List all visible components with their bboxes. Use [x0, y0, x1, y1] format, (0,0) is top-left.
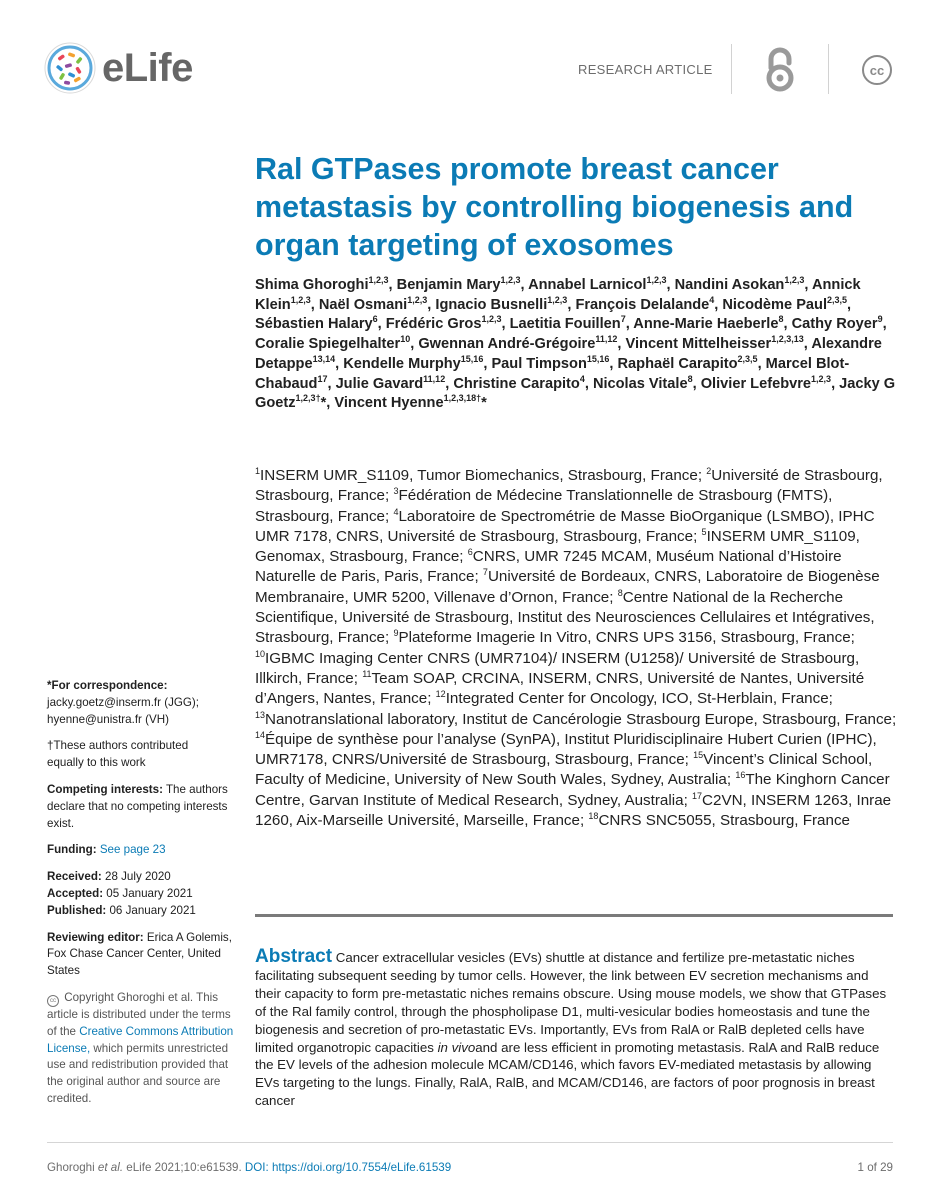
affiliation-number: 15 — [693, 750, 704, 761]
author-name: Jacky G Goetz — [255, 375, 896, 412]
affiliation-text: Centre National de la Recherche Scientifique, Université de Strasbourg, Institut des Neurosciences Cellulaires et Intégratives, Strasbourg, France — [255, 588, 875, 647]
dates-block — [47, 869, 237, 919]
affiliation-text: Plateforme Imagerie In Vitro, CNRS UPS 3156, Strasbourg, France — [398, 629, 851, 647]
affiliation-number: 9 — [393, 628, 399, 639]
author-list: Shima Ghoroghi$^{1,2,3}$, Benjamin Mary$^{1,2,3}$, Annabel Larnicol$^{1,2,3}$, Nandini Asokan$^{1,2,3}$, Annick Klein$^{1,2,3}$, Naël Osmani$^{1,2,3}$, Ignacio Busnelli$^{1,2,3}$, François Delalande$^4$, Nicodème Paul$^{2,3,5}$, Sébastien Halary$^6$, Frédéric Gros$^{1,2,3}$, Laetitia Fouillen$^7$, Anne-Marie Haeberle$^8$, Cathy Royer$^9$, Coralie Spiegelhalter$^{10}$, Gwennan André-Grégoire$^{11,12}$, Vincent Mittelheisser$^{1,2,3,13}$, Alexandre Detappe$^{13,14}$, Kendelle Murphy$^{15,16}$, Paul Timpson$^{15,16}$, Raphaël Carapito$^{2,3,5}$, Marcel Blot-Chabaud$^{17}$, Julie Gavard$^{11,12}$, Christine Carapito$^4$, Nicolas Vitale$^8$, Olivier Lefebvre$^{1,2,3}$, Jacky G Goetz$^{1,2,3\dagger}$*, Vincent Hyenne$^{1,2,3,18\dagger}$* — [255, 275, 896, 412]
copyright-cc-icon: cc — [47, 995, 59, 1007]
elife-wordmark: eLife — [102, 46, 193, 90]
affiliation-number: 11 — [362, 668, 372, 679]
elife-logo[interactable] — [44, 42, 214, 98]
author-affiliation-ref: 1,2,3 — [368, 275, 389, 286]
author-name: Nandini Asokan — [674, 277, 785, 293]
affiliation-number: 2 — [706, 465, 712, 476]
abstract-divider — [255, 914, 893, 917]
affiliation-list: $^1$INSERM UMR_S1109, Tumor Biomechanics, Strasbourg, France; $^2$Université de Strasbourg, Strasbourg, France; $^3$Fédération de Médecine Translationnelle de Strasbourg (FMTS), Strasbourg, France; $^4$Laboratoire de Spectrométrie de Masse BioOrganique (LSMBO), IPHC UMR 7178, CNRS, Université de Strasbourg, Strasbourg, France; $^5$INSERM UMR_S1109, Genomax, Strasbourg, France; $^6$CNRS, UMR 7245 MCAM, Muséum National d’Histoire Naturelle de Paris, Paris, France; $^7$Université de Bordeaux, CNRS, Laboratoire de Biogenèse Membranaire, UMR 5200, Villenave d’Ornon, France; $^8$Centre National de la Recherche Scientifique, Université de Strasbourg, Institut des Neurosciences Cellulaires et Intégratives, Strasbourg, France; $^9$Plateforme Imagerie In Vitro, CNRS UPS 3156, Strasbourg, France; $^{10}$IGBMC Imaging Center CNRS (UMR7104)/ INSERM (U1258)/ Université de Strasbourg, Illkirch, France; $^{11}$Team SOAP, CRCINA, INSERM, CNRS, Université de Nantes, Université d’Angers, Nantes, France; $^{12}$Integrated Center for Oncology, ICO, St-Herblain, France; $^{13}$Nanotranslational laboratory, Institut de Cancérologie Strasbourg Europe, Strasbourg, France; $^{14}$Équipe de synthèse pour l’analyse (SynPA), Institut Pluridisciplinaire Hubert Curien (IPHC), UMR7178, CNRS/Université de Strasbourg, Strasbourg, France; $^{15}$Vincent’s Clinical School, Faculty of Medicine, University of New South Wales, Sydney, Australia; $^{16}$The Kinghorn Cancer Centre, Garvan Institute of Medical Research, Sydney, Australia; $^{17}$C2VN, INSERM 1263, Inrae 1260, Aix-Marseille Université, Marseille, France; $^{18}$CNRS SNC5055, Strasbourg, France — [255, 465, 897, 830]
author-affiliation-ref: 9 — [877, 314, 883, 325]
author-affiliation-ref: 7 — [620, 314, 626, 325]
cc-icon-text: cc — [869, 63, 885, 78]
affiliation-text: Vincent’s Clinical School, Faculty of Medicine, University of New South Wales, Sydney, Australia — [255, 751, 873, 789]
article-title: Ral GTPases promote breast cancer metastasis by controlling biogenesis and organ targeting of exosomes — [255, 152, 854, 262]
author-affiliation-ref: 1,2,3 — [811, 373, 832, 384]
author-corresponding-mark: * — [320, 395, 327, 412]
contribution-note — [47, 738, 237, 772]
funding-link[interactable]: See page 23 — [99, 843, 166, 857]
page-number: 1 of 29 — [857, 1161, 893, 1174]
copyright-text-end: which permits unrestricted use and redistribution provided that the original author and source are credited. — [47, 1041, 229, 1105]
author-name: Alexandre Detappe — [255, 336, 882, 372]
author-name: Cathy Royer — [791, 316, 878, 333]
author-name: Gwennan André-Grégoire — [418, 336, 596, 353]
affiliation-text: Laboratoire de Spectrométrie de Masse BioOrganique (LSMBO), IPHC UMR 7178, CNRS, Université de Strasbourg, Strasbourg, France — [255, 507, 875, 545]
contribution-note-line: †These authors contributed — [47, 739, 189, 753]
abstract-text: Cancer extracellular vesicles (EVs) shuttle at distance and fertilize pre-metastatic niches facilitating subsequent seeding by tumor cells. However, the link between EV secretion mechanisms and their capacity to form pre-metastatic niches remains obscure. Using mouse models, we show that GTPases of the Ral family control, through the phospholipase D1, multi-vesicular bodies homeostasis and tune the biogenesis and secretion of pro-metastatic EVs. Importantly, EVs from RalA or RalB depleted cells have limited organotropic capacities — [255, 950, 887, 1055]
author-affiliation-ref: 15,16 — [586, 353, 610, 364]
affiliation-number: 6 — [467, 547, 473, 558]
author-name: Ignacio Busnelli — [435, 296, 548, 313]
correspondence-email-1[interactable]: jacky.goetz@inserm.fr (JGG); — [47, 695, 199, 709]
author-affiliation-ref: 1,2,3 — [646, 275, 667, 286]
affiliation-text: Équipe de synthèse pour l’analyse (SynPA), Institut Pluridisciplinaire Hubert Curien (IPHC), UMR7178, CNRS/Université de Strasbourg, Strasbourg, France — [255, 730, 877, 769]
author-affiliation-ref: 1,2,3 — [784, 275, 805, 286]
doi-link[interactable] — [245, 1161, 451, 1174]
affiliation-number: 5 — [701, 526, 707, 537]
footer-citation — [47, 1161, 451, 1174]
funding — [47, 842, 237, 859]
affiliation-number: 3 — [393, 486, 399, 497]
received-label: Received: — [47, 870, 102, 884]
abstract-italic: in vivo — [437, 1039, 476, 1055]
competing-interests-text: The authors declare that no competing interests exist. — [47, 782, 228, 830]
author-name: Kendelle Murphy — [343, 355, 461, 372]
accepted-value: 05 January 2021 — [103, 886, 193, 900]
author-name: Shima Ghoroghi — [255, 277, 369, 293]
author-affiliation-ref: 1,2,3 — [500, 275, 521, 286]
affiliation-text: CNRS SNC5055, Strasbourg, France — [598, 812, 850, 830]
author-affiliation-ref: 4 — [709, 294, 715, 305]
author-name: Annabel Larnicol — [528, 277, 647, 293]
author-affiliation-ref: 8 — [687, 373, 693, 384]
author-name: Olivier Lefebvre — [700, 375, 812, 392]
author-name: Sébastien Halary — [255, 316, 373, 333]
competing-interests — [47, 782, 237, 832]
author-name: Vincent Hyenne — [334, 395, 444, 412]
abstract — [255, 948, 895, 1110]
affiliation-number: 14 — [255, 729, 266, 740]
author-name: Frédéric Gros — [385, 316, 482, 333]
author-affiliation-ref: 1,2,3 — [407, 294, 428, 305]
author-affiliation-ref: 6 — [372, 314, 378, 325]
affiliation-text: Team SOAP, CRCINA, INSERM, CNRS, Université de Nantes, Université d’Angers, Nantes, France — [255, 669, 865, 708]
received-date — [47, 869, 237, 886]
header-divider — [828, 44, 829, 94]
author-name: Anne-Marie Haeberle — [633, 316, 779, 333]
author-name: Christine Carapito — [453, 375, 580, 392]
affiliation-text: Fédération de Médecine Translationnelle de Strasbourg (FMTS), Strasbourg, France — [255, 487, 833, 525]
affiliation-number: 12 — [435, 689, 446, 700]
received-value: 28 July 2020 — [101, 870, 171, 884]
reviewing-editor-text: Erica A Golemis, Fox Chase Cancer Center, United States — [47, 930, 232, 978]
abstract-text-end: and are less efficient in promoting metastasis. RalA and RalB reduce the EV levels of the adhesion molecule MCAM/CD146, which favors EV-mediated metastasis by allowing EVs targeting to the lungs. Finally, RalA, RalB, and MCAM/CD146, are factors of poor prognosis in breast cancer — [255, 1039, 880, 1109]
author-name: Raphaël Carapito — [617, 355, 738, 372]
author-affiliation-ref: 1,2,3 — [481, 314, 502, 325]
funding-label: Funding: — [47, 843, 97, 857]
author-affiliation-ref: 1,2,3 — [290, 294, 311, 305]
correspondence-email-2[interactable]: hyenne@unistra.fr (VH) — [47, 712, 169, 726]
author-corresponding-mark: * — [481, 395, 487, 412]
open-access-icon[interactable] — [763, 44, 799, 94]
affiliation-text: INSERM UMR_S1109, Genomax, Strasbourg, France — [255, 527, 860, 566]
author-affiliation-ref: 11,12 — [595, 334, 618, 345]
author-name: Naël Osmani — [318, 296, 408, 313]
author-affiliation-ref: 13,14 — [312, 353, 336, 364]
author-name: Annick Klein — [255, 277, 861, 313]
author-name: Julie Gavard — [335, 375, 424, 392]
author-affiliation-ref: 17 — [317, 373, 328, 384]
author-name: Laetitia Fouillen — [509, 316, 621, 333]
abstract-heading: Abstract — [255, 946, 333, 967]
license-link[interactable]: Creative Commons Attribution License, — [47, 1024, 234, 1055]
author-affiliation-ref: 4 — [579, 373, 585, 384]
author-name: Paul Timpson — [491, 355, 587, 372]
affiliation-number: 1 — [255, 465, 261, 476]
citation-etal: et al. — [97, 1161, 124, 1174]
published-label: Published: — [47, 903, 107, 917]
article-sidebar — [47, 678, 237, 1118]
affiliation-text: Université de Strasbourg, Strasbourg, France — [255, 467, 883, 505]
affiliation-number: 18 — [588, 810, 599, 821]
author-affiliation-ref: 10 — [400, 334, 411, 345]
doi-label: DOI: — [244, 1161, 269, 1174]
affiliation-text: C2VN, INSERM 1263, Inrae 1260, Aix-Marseille Université, Marseille, France — [255, 791, 892, 830]
affiliation-text: Université de Bordeaux, CNRS, Laboratoire de Biogenèse Membranaire, UMR 5200, Villenave d’Ornon, France — [255, 568, 880, 606]
author-affiliation-ref: 15,16 — [460, 353, 484, 364]
affiliation-number: 16 — [735, 770, 746, 781]
affiliation-text: The Kinghorn Cancer Centre, Garvan Institute of Medical Research, Sydney, Australia — [255, 771, 890, 809]
contribution-note-line: equally to this work — [47, 756, 146, 770]
copyright-block — [47, 990, 237, 1108]
article-type-label: RESEARCH ARTICLE — [578, 62, 713, 77]
reviewing-editor-label: Reviewing editor: — [47, 930, 144, 944]
author-name: Marcel Blot-Chabaud — [255, 355, 850, 392]
author-affiliation-ref: 2,3,5 — [737, 353, 758, 364]
author-affiliation-ref: 1,2,3,13 — [771, 334, 804, 345]
competing-interests-label: Competing interests: — [47, 782, 163, 796]
accepted-label: Accepted: — [47, 886, 104, 900]
affiliation-number: 7 — [482, 567, 488, 578]
published-date — [47, 903, 237, 920]
elife-logo-icon — [44, 42, 96, 94]
doi-url: https://doi.org/10.7554/eLife.61539 — [268, 1161, 452, 1174]
affiliation-text: IGBMC Imaging Center CNRS (UMR7104)/ INSERM (U1258)/ Université de Strasbourg, Illkirch, France — [255, 649, 860, 687]
accepted-date — [47, 886, 237, 903]
affiliation-text: Integrated Center for Oncology, ICO, St-Herblain, France — [445, 690, 829, 708]
affiliation-number: 4 — [393, 506, 399, 517]
author-affiliation-ref: 1,2,3,18† — [443, 393, 482, 404]
author-name: Vincent Mittelheisser — [625, 336, 772, 353]
footer-divider — [47, 1142, 893, 1143]
author-name: François Delalande — [575, 296, 710, 313]
affiliation-text: CNRS, UMR 7245 MCAM, Muséum National d’Histoire Naturelle de Paris, Paris, France — [255, 548, 842, 586]
author-name: Nicolas Vitale — [592, 375, 688, 392]
author-affiliation-ref: 11,12 — [423, 373, 446, 384]
reviewing-editor — [47, 930, 237, 980]
creative-commons-icon[interactable] — [861, 54, 893, 86]
affiliation-number: 10 — [255, 648, 266, 659]
citation-authors: Ghoroghi — [47, 1161, 98, 1174]
affiliation-number: 8 — [617, 587, 623, 598]
author-name: Benjamin Mary — [396, 277, 501, 293]
correspondence-block — [47, 678, 237, 728]
author-name: Coralie Spiegelhalter — [255, 336, 401, 353]
author-affiliation-ref: 8 — [778, 314, 784, 325]
author-affiliation-ref: 2,3,5 — [827, 294, 848, 305]
affiliation-text: INSERM UMR_S1109, Tumor Biomechanics, Strasbourg, France — [260, 467, 698, 484]
correspondence-label: *For correspondence: — [47, 679, 168, 692]
affiliation-number: 13 — [255, 709, 266, 720]
author-affiliation-ref: 1,2,3† — [295, 393, 321, 404]
author-affiliation-ref: 1,2,3 — [547, 294, 568, 305]
citation-journal: eLife 2021;10:e61539. — [123, 1161, 245, 1174]
affiliation-text: Nanotranslational laboratory, Institut de Cancérologie Strasbourg Europe, Strasbourg, France — [265, 710, 892, 728]
copyright-text: Copyright Ghoroghi et al. This article is distributed under the terms of the — [47, 990, 231, 1038]
published-value: 06 January 2021 — [106, 903, 196, 917]
header-divider — [731, 44, 732, 94]
author-name: Nicodème Paul — [722, 296, 828, 313]
affiliation-number: 17 — [692, 790, 703, 801]
